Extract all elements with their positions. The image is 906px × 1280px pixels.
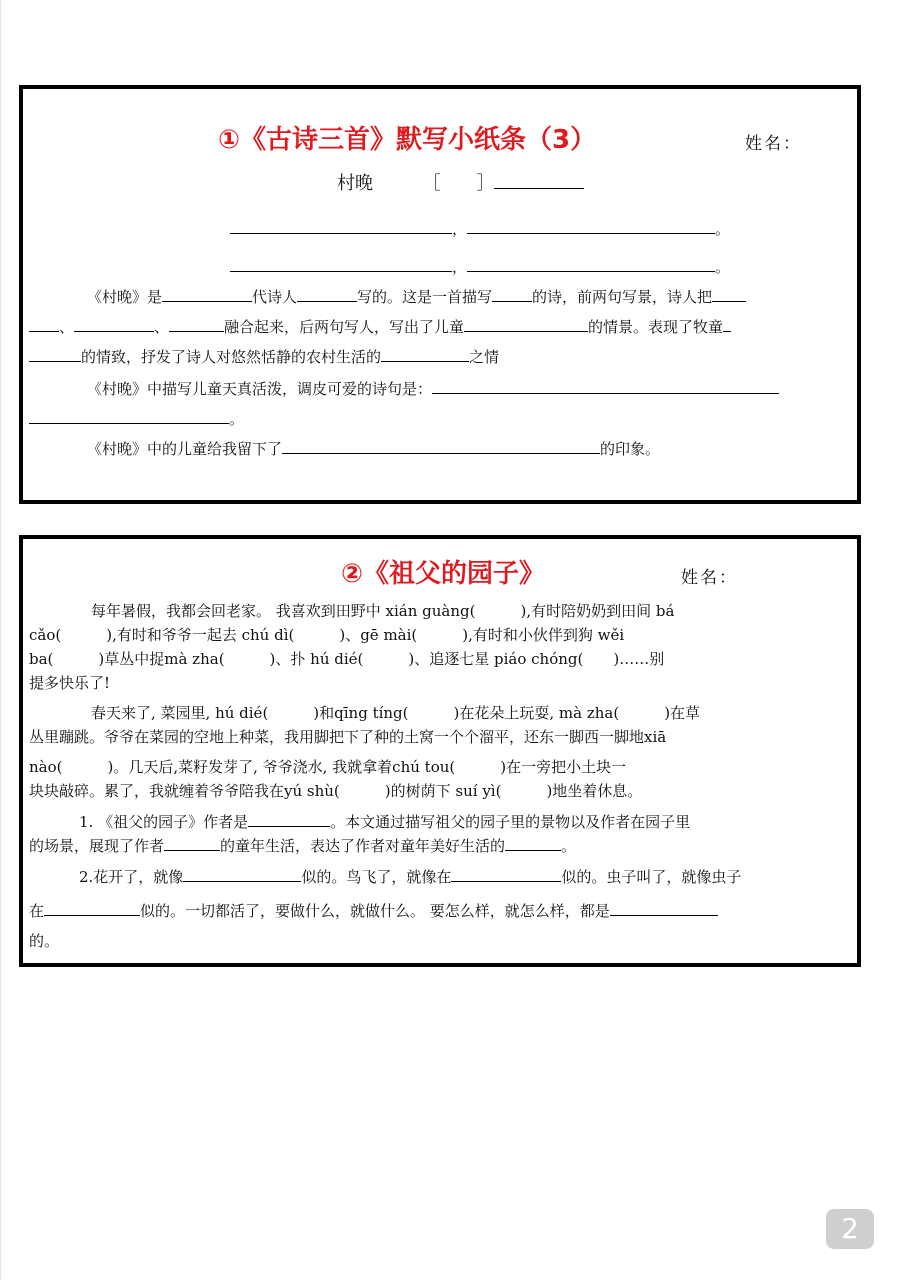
text: 、 bbox=[154, 318, 170, 336]
card1-title: ①《古诗三首》默写小纸条（3） bbox=[218, 125, 597, 155]
verse-1a-blank[interactable] bbox=[230, 219, 452, 234]
dictation-card-2 bbox=[19, 535, 861, 967]
passage-line-5: 春天来了, 菜园里, hú dié( )和qīng tíng( )在花朵上玩耍, mà zha( )在草 bbox=[91, 704, 701, 722]
comma: ， bbox=[452, 258, 468, 276]
element-1-blank[interactable] bbox=[712, 287, 746, 302]
text: 融合起来，后两句写人，写出了儿童 bbox=[224, 318, 465, 336]
passage-line-3: ba( )草丛中捉mà zha( )、扑 hú dié( )、追逐七星 piáo chóng( )……别 bbox=[29, 650, 665, 668]
verse-line-2 bbox=[230, 257, 730, 277]
verse-answer-blank[interactable] bbox=[432, 379, 779, 394]
freedom-blank[interactable] bbox=[610, 901, 718, 916]
card2-name-label: 姓名： bbox=[681, 568, 738, 588]
passage-line-7: nào( )。几天后,菜籽发芽了, 爷爷浇水, 我就拿着chú tou( )在一旁把小土块一 bbox=[29, 758, 627, 776]
card1-name-label: 姓名： bbox=[745, 134, 802, 154]
question-2-2 bbox=[79, 867, 741, 887]
verse-1b-blank[interactable] bbox=[467, 219, 715, 234]
text: 的诗，前两句写景，诗人把 bbox=[532, 288, 713, 306]
question-2-1 bbox=[79, 812, 690, 832]
text: 似的。一切都活了，要做什么，就做什么。 要怎么样，就怎么样，都是 bbox=[140, 902, 610, 920]
child-scene-blank[interactable] bbox=[464, 317, 588, 332]
text: 《村晚》中的儿童给我留下了 bbox=[87, 440, 283, 458]
text: 的童年生活，表达了作者对童年美好生活的 bbox=[220, 837, 506, 855]
bird-simile-blank[interactable] bbox=[451, 867, 561, 882]
paragraph-line-3 bbox=[29, 347, 499, 367]
verse-answer-blank-2[interactable] bbox=[29, 409, 229, 424]
passage-line-2: cǎo( ),有时和爷爷一起去 chú dì( )、gē mài( ),有时和小伙伴到狗 wěi bbox=[29, 626, 625, 644]
author-name-blank[interactable] bbox=[248, 812, 330, 827]
passage-line-8: 块块敲碎。累了，我就缠着爷爷陪我在yú shù( )的树荫下 suí yì( )地坐着休息。 bbox=[29, 782, 643, 800]
text: 的印象。 bbox=[600, 440, 661, 458]
question-1-continued bbox=[29, 409, 244, 429]
text: 《村晚》是 bbox=[87, 288, 163, 306]
text: 之情 bbox=[469, 348, 500, 366]
text: 的情景。表现了牧童 bbox=[588, 318, 724, 336]
feeling-blank[interactable] bbox=[381, 347, 469, 362]
element-1b-blank[interactable] bbox=[29, 317, 59, 332]
question-2-1-continued bbox=[29, 836, 576, 856]
poem-title-text: 村晚 bbox=[337, 173, 373, 194]
text: 写的。这是一首描写 bbox=[357, 288, 493, 306]
text: 。 bbox=[561, 837, 577, 855]
period: 。 bbox=[715, 258, 731, 276]
text: 、 bbox=[59, 318, 75, 336]
passage-line-6: 丛里蹦跳。爷爷在菜园的空地上种菜，我用脚把下了种的土窝一个个溜平，还东一脚西一脚地xiā bbox=[29, 728, 667, 746]
scene-blank[interactable] bbox=[492, 287, 532, 302]
text: 2.花开了，就像 bbox=[79, 868, 184, 886]
childhood-blank[interactable] bbox=[164, 836, 220, 851]
element-3-blank[interactable] bbox=[169, 317, 224, 332]
text: 的场景，展现了作者 bbox=[29, 837, 165, 855]
verse-2a-blank[interactable] bbox=[230, 257, 452, 272]
passage-line-4: 提多快乐了! bbox=[29, 674, 111, 692]
text: 似的。鸟飞了，就像在 bbox=[301, 868, 452, 886]
emotion-blank[interactable] bbox=[505, 836, 561, 851]
flower-simile-blank[interactable] bbox=[183, 867, 301, 882]
question-2-2-end: 的。 bbox=[29, 932, 60, 950]
insect-simile-blank[interactable] bbox=[44, 901, 140, 916]
text: 。 bbox=[229, 410, 245, 428]
text: 。本文通过描写祖父的园子里的景物以及作者在园子里 bbox=[330, 813, 691, 831]
dictation-card-1 bbox=[19, 85, 861, 504]
impression-blank[interactable] bbox=[282, 439, 600, 454]
text: 的情致，抒发了诗人对悠然恬静的农村生活的 bbox=[81, 348, 382, 366]
dynasty-blank[interactable] bbox=[162, 287, 252, 302]
page-number-badge: 2 bbox=[826, 1209, 874, 1249]
text: 代诗人 bbox=[252, 288, 298, 306]
comma: ， bbox=[452, 220, 468, 238]
element-2-blank[interactable] bbox=[74, 317, 154, 332]
poem-title bbox=[337, 174, 584, 194]
question-1 bbox=[87, 379, 779, 399]
period: 。 bbox=[715, 220, 731, 238]
mood-blank[interactable] bbox=[29, 347, 81, 362]
question-2-2-continued bbox=[29, 901, 718, 921]
passage-line-1: 每年暑假，我都会回老家。 我喜欢到田野中 xián guàng( ),有时陪奶奶到田间 bá bbox=[91, 602, 675, 620]
text: 在 bbox=[29, 902, 45, 920]
paragraph-line-2 bbox=[29, 317, 731, 337]
card2-title: ②《祖父的园子》 bbox=[341, 559, 546, 589]
text: 1. 《祖父的园子》作者是 bbox=[79, 813, 249, 831]
paragraph-line-1 bbox=[87, 287, 746, 307]
text: 《村晚》中描写儿童天真活泼，调皮可爱的诗句是： bbox=[87, 380, 433, 398]
tail-blank[interactable] bbox=[723, 317, 731, 332]
verse-2b-blank[interactable] bbox=[467, 257, 715, 272]
verse-line-1 bbox=[230, 219, 730, 239]
author-blank[interactable] bbox=[494, 174, 584, 189]
question-2 bbox=[87, 439, 660, 459]
text: 似的。虫子叫了，就像虫子 bbox=[561, 868, 742, 886]
author-bracket: ［ ］ bbox=[422, 173, 495, 194]
poet-blank[interactable] bbox=[297, 287, 357, 302]
